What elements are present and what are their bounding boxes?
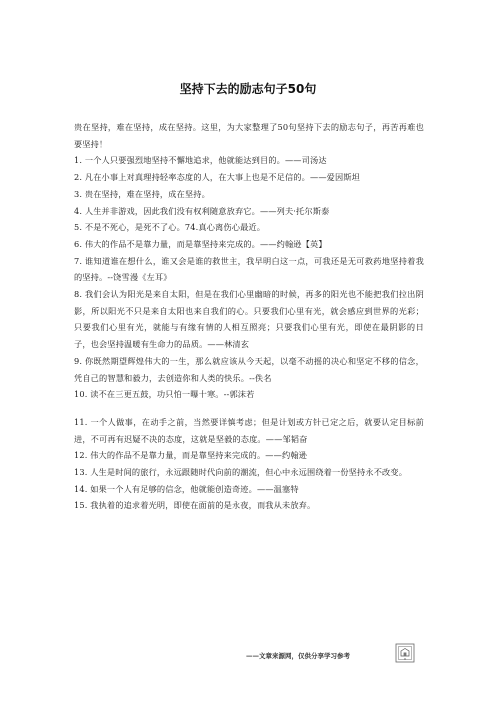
quote-item-9: 9. 你既然期望辉煌伟大的一生，那么就应该从今天起，以毫不动摇的决心和坚定不移的信念，凭自己的智慧和毅力，去创造你和人类的快乐。--佚名 bbox=[74, 355, 424, 383]
quote-item-3: 3. 贵在坚持，难在坚持，成在坚持。 bbox=[74, 188, 210, 199]
quote-item-8: 8. 我们会认为阳光是来自太阳，但是在我们心里幽暗的时候，再多的阳光也不能把我们拉出阴影，所以阳光不只是来自太阳也来自我们的心。只要我们心里有光，就会感应到世界的光彩；只要我们心里有光，就能与有缘有情的人相互照亮；只要我们心里有光，即使在最阴影的日子，也会坚持温暖有生命力的品质。——林清玄 bbox=[74, 289, 424, 350]
quote-item-11: 11. 一个人做事，在动手之前，当然要详慎考虑；但是计划或方针已定之后，就要认定目标前进，不可再有迟疑不决的态度，这就是坚毅的态度。——邹韬奋 bbox=[74, 416, 424, 444]
quote-item-14: 14. 如果一个人有足够的信念，他就能创造奇迹。——温塞特 bbox=[74, 483, 299, 494]
quote-item-12: 12. 伟大的作品不是靠力量，而是靠坚持来完成的。——约翰逊 bbox=[74, 450, 307, 461]
document-logo-icon bbox=[395, 643, 415, 663]
quote-item-10: 10. 读不在三更五鼓，功只怕一曝十寒。--郭沫若 bbox=[74, 389, 255, 400]
quote-item-7: 7. 谁知道谁在想什么，谁又会是谁的救世主，我早明白这一点，可我还是无可救药地坚持着我的坚持。--饶雪漫《左耳》 bbox=[74, 255, 424, 283]
footer-source-note: ——文章来源网，仅供分享学习参考 bbox=[246, 652, 350, 660]
quote-item-1: 1. 一个人只要强烈地坚持不懈地追求，他就能达到目的。——司汤达 bbox=[74, 155, 327, 166]
document-body bbox=[74, 119, 424, 514]
quote-item-2: 2. 凡在小事上对真理持轻率态度的人，在大事上也是不足信的。——爱因斯坦 bbox=[74, 172, 361, 183]
page-title: 坚持下去的励志句子50句 bbox=[179, 82, 317, 96]
quote-item-13: 13. 人生是时间的旅行，永远跟随时代向前的潮流，但心中永远围绕着一份坚持永不改变。 bbox=[74, 467, 408, 478]
quote-item-5: 5. 不是不死心，是死不了心。74.真心离伤心最近。 bbox=[74, 222, 266, 233]
intro-paragraph: 贵在坚持，难在坚持，成在坚持。这里，为大家整理了50句坚持下去的励志句子，再苦再难也要坚持！ bbox=[74, 122, 424, 149]
quote-item-6: 6. 伟大的作品不是靠力量，而是靠坚持来完成的。——约翰逊【英】 bbox=[74, 238, 327, 249]
quote-item-15: 15. 我执着的追求着光明，即使在面前的是永夜，而我从未放弃。 bbox=[74, 500, 316, 511]
quote-item-4: 4. 人生并非游戏，因此我们没有权利随意放弃它。——列夫·托尔斯泰 bbox=[74, 205, 330, 216]
